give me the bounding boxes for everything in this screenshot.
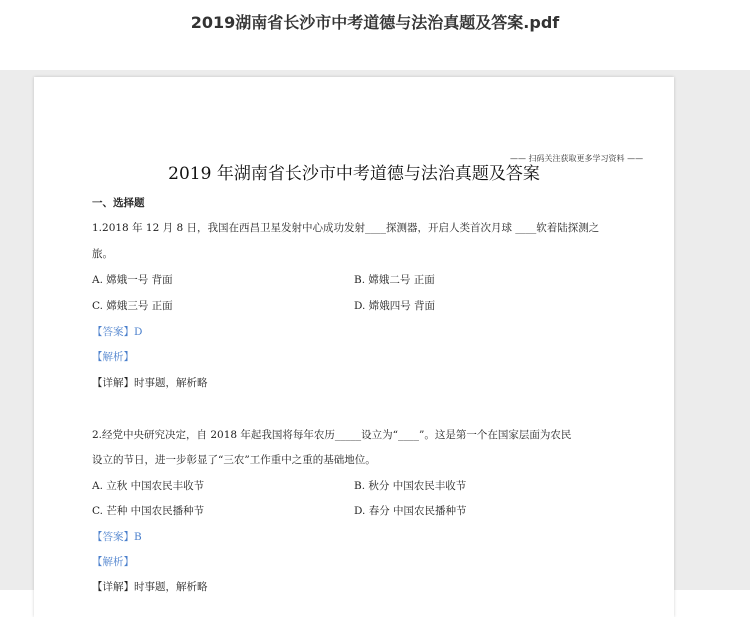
q1-option-a: A. 嫦娥一号 背面 (92, 274, 173, 286)
q1-option-d: D. 嫦娥四号 背面 (354, 300, 436, 312)
q1-detail: 【详解】时事题，解析略 (92, 377, 208, 389)
section-heading: 一、选择题 (92, 197, 145, 209)
q1-stem-line1: 1.2018 年 12 月 8 日，我国在西昌卫星发射中心成功发射____探测器，开启人类首次月球 ____软着陆探测之 (92, 222, 600, 234)
q1-option-b: B. 嫦娥二号 正面 (354, 274, 435, 286)
q2-analysis-label: 【解析】 (92, 556, 134, 568)
q1-analysis-label: 【解析】 (92, 351, 134, 363)
q2-option-d: D. 春分 中国农民播种节 (354, 505, 467, 517)
q2-stem-line1: 2.经党中央研究决定，自 2018 年起我国将每年农历_____设立为“____”。这是第一个在国家层面为农民 (92, 429, 572, 441)
q1-stem-line2: 旅。 (92, 248, 113, 260)
document-heading: 2019 年湖南省长沙市中考道德与法治真题及答案 (168, 164, 540, 184)
q2-option-b: B. 秋分 中国农民丰收节 (354, 480, 467, 492)
document-title-bar (0, 0, 750, 70)
watermark-text: —— 扫码关注获取更多学习资料 —— (510, 154, 644, 163)
q2-detail: 【详解】时事题，解析略 (92, 581, 208, 593)
q1-option-c: C. 嫦娥三号 正面 (92, 300, 173, 312)
q2-answer: 【答案】B (92, 531, 142, 543)
q2-option-a: A. 立秋 中国农民丰收节 (92, 480, 205, 492)
file-title: 2019湖南省长沙市中考道德与法治真题及答案.pdf (190, 13, 560, 32)
q2-option-c: C. 芒种 中国农民播种节 (92, 505, 205, 517)
q1-answer: 【答案】D (92, 326, 143, 338)
q2-stem-line2: 设立的节日，进一步彰显了“三农”工作重中之重的基础地位。 (92, 454, 376, 466)
pdf-page (34, 77, 674, 617)
